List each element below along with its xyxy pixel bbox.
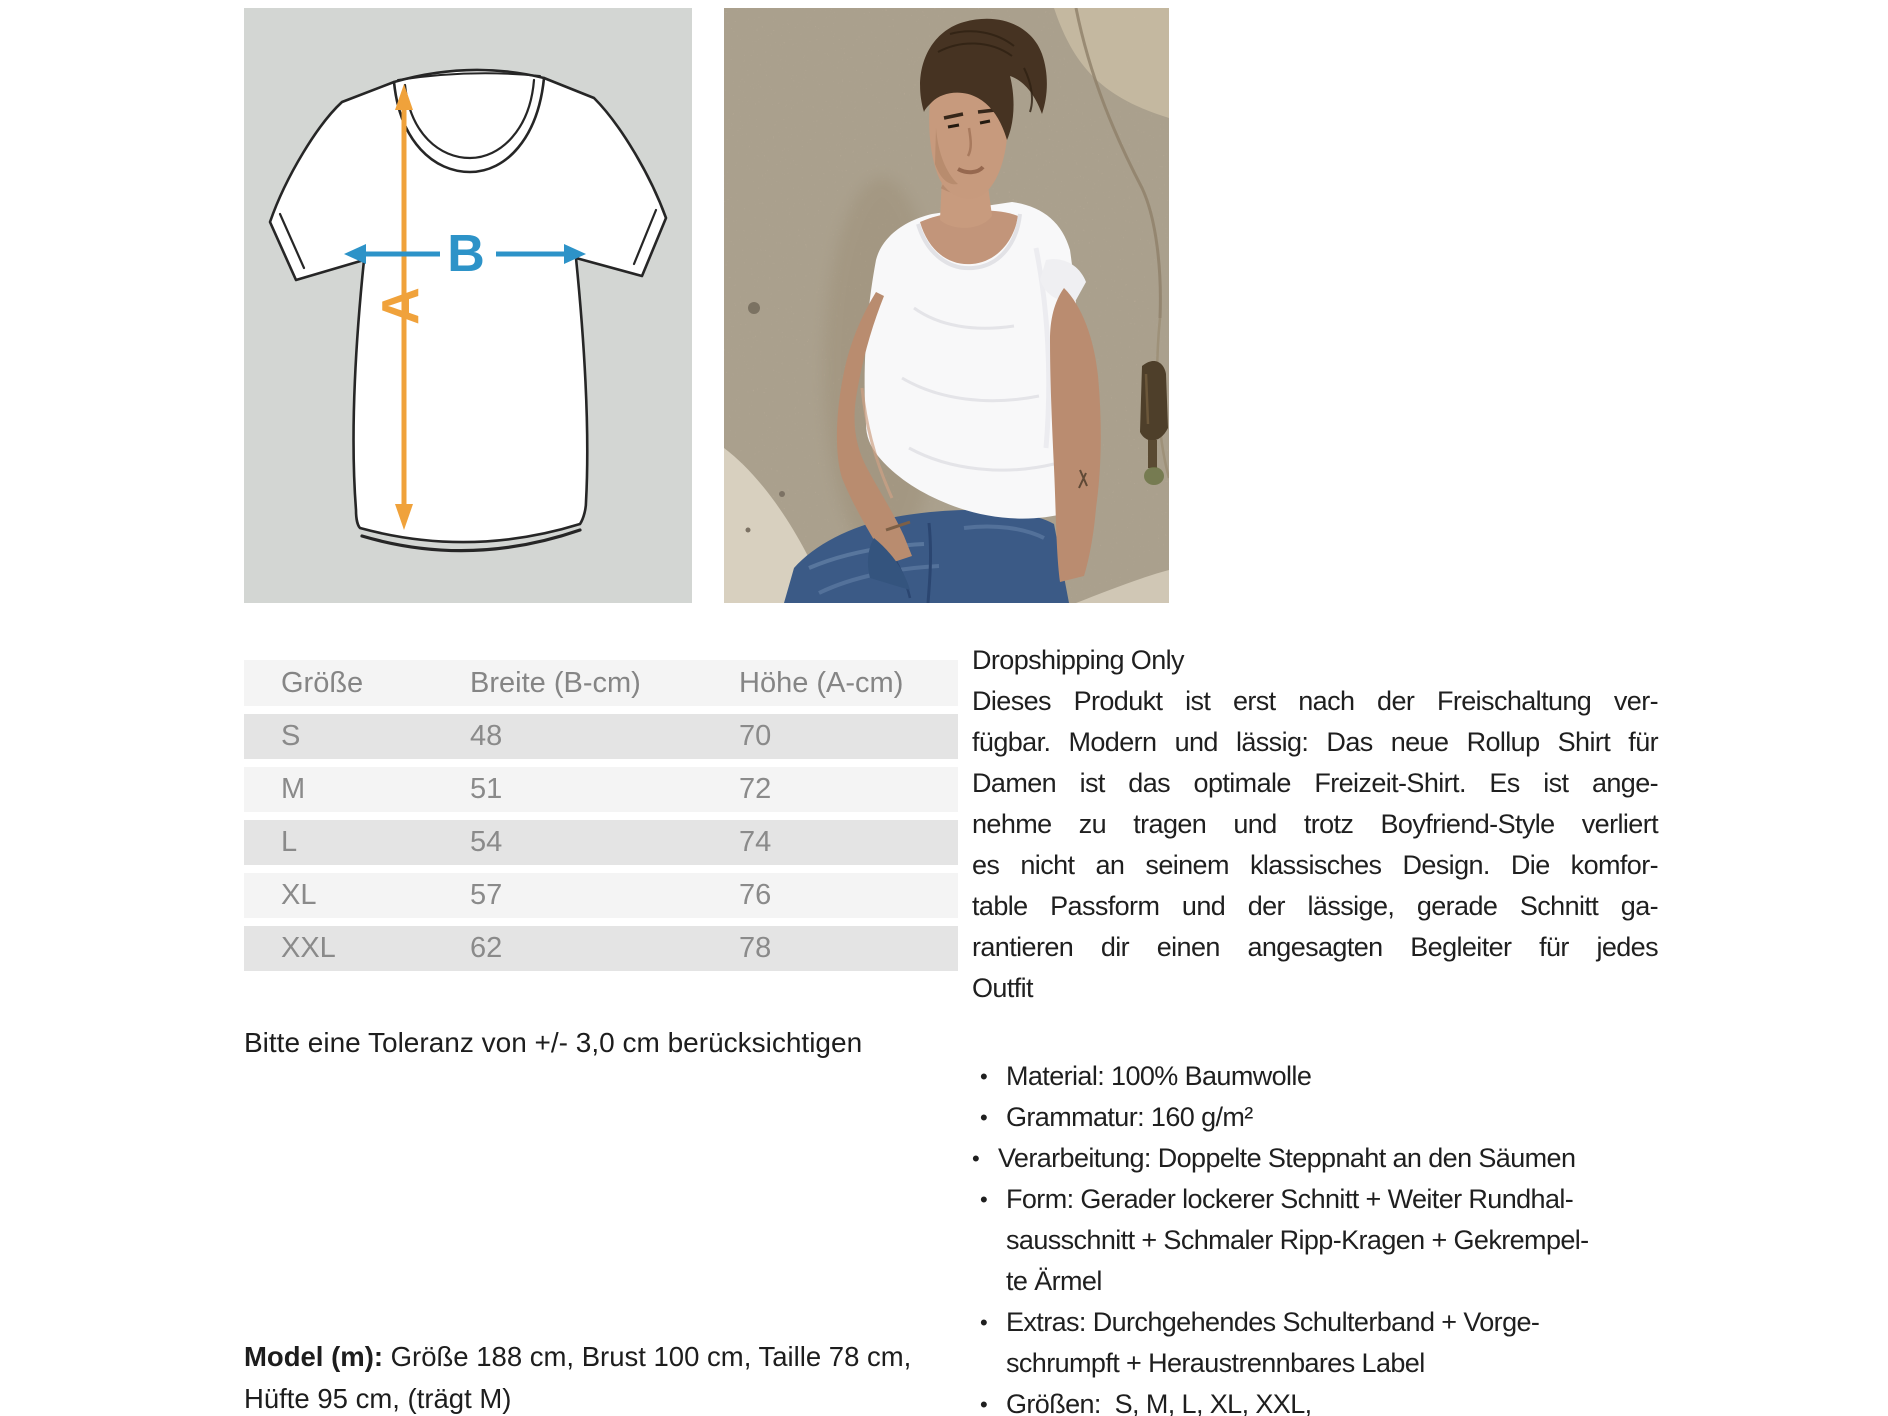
cell-size: XL bbox=[281, 879, 317, 911]
table-row bbox=[244, 714, 958, 759]
list-item-text: Extras: Durchgehendes Schulterband + Vorge- bbox=[1006, 1307, 1540, 1337]
paragraph-line: es nicht an seinem klassisches Design. Die komfor- bbox=[972, 850, 1658, 880]
bullet-icon: • bbox=[972, 1146, 980, 1171]
cell-height: 72 bbox=[739, 773, 772, 805]
list-item bbox=[972, 1220, 1658, 1261]
list-item bbox=[972, 1302, 1658, 1343]
cell-width: 62 bbox=[470, 932, 503, 964]
measure-label-a: A bbox=[372, 287, 430, 325]
size-table-header bbox=[244, 660, 958, 706]
size-diagram-svg bbox=[244, 8, 692, 603]
list-item-text: Grammatur: 160 g/m² bbox=[1006, 1102, 1253, 1132]
paragraph-line: Damen ist das optimale Freizeit-Shirt. Es ist ange- bbox=[972, 768, 1658, 798]
model-photo bbox=[724, 8, 1169, 603]
model-info-measurements: Größe 188 cm, Brust 100 cm, Taille 78 cm, bbox=[383, 1341, 912, 1372]
cell-width: 57 bbox=[470, 879, 503, 911]
description-paragraph bbox=[972, 681, 1658, 1009]
list-item-text: Material: 100% Baumwolle bbox=[1006, 1061, 1312, 1091]
size-table-header-cell: Höhe (A-cm) bbox=[739, 667, 904, 699]
paragraph-line: rantieren dir einen angesagten Begleiter für jedes bbox=[972, 932, 1658, 962]
model-info-line1 bbox=[244, 1336, 984, 1378]
cell-height: 70 bbox=[739, 720, 772, 752]
size-table-header-cell: Größe bbox=[281, 667, 364, 699]
model-info-label: Model (m): bbox=[244, 1341, 384, 1372]
model-info-line2: Hüfte 95 cm, (trägt M) bbox=[244, 1383, 512, 1414]
cell-size: XXL bbox=[281, 932, 336, 964]
product-description bbox=[972, 640, 1658, 1416]
paragraph-line: Outfit bbox=[972, 973, 1033, 1003]
description-title: Dropshipping Only bbox=[972, 645, 1184, 675]
description-bullet-list bbox=[972, 1056, 1658, 1416]
cell-height: 74 bbox=[739, 826, 772, 858]
bullet-icon: • bbox=[980, 1310, 988, 1335]
size-table-body bbox=[244, 714, 958, 971]
list-item bbox=[972, 1056, 1658, 1097]
cell-height: 78 bbox=[739, 932, 772, 964]
table-row bbox=[244, 873, 958, 918]
size-table-header-cell: Breite (B-cm) bbox=[470, 667, 641, 699]
measure-label-b: B bbox=[447, 225, 485, 283]
size-diagram-image bbox=[244, 8, 692, 603]
list-item bbox=[972, 1179, 1658, 1220]
paragraph-line: table Passform und der lässige, gerade Schnitt ga- bbox=[972, 891, 1658, 921]
list-item-text: Größen: S, M, L, XL, XXL, bbox=[1006, 1389, 1312, 1416]
cell-size: L bbox=[281, 826, 298, 858]
model-info bbox=[244, 1336, 984, 1416]
table-row bbox=[244, 926, 958, 971]
list-item-text: sausschnitt + Schmaler Ripp-Kragen + Gekrempel- bbox=[1006, 1225, 1589, 1255]
cell-width: 51 bbox=[470, 773, 503, 805]
size-table bbox=[244, 660, 958, 979]
list-item-text: te Ärmel bbox=[1006, 1266, 1102, 1296]
list-item bbox=[972, 1138, 1658, 1179]
bullet-icon: • bbox=[980, 1187, 988, 1212]
model-photo-svg bbox=[724, 8, 1169, 603]
table-row bbox=[244, 767, 958, 812]
list-item bbox=[972, 1343, 1658, 1384]
cell-size: S bbox=[281, 720, 301, 752]
paragraph-line: Dieses Produkt ist erst nach der Freischaltung ver- bbox=[972, 686, 1658, 716]
list-item-text: Form: Gerader lockerer Schnitt + Weiter Rundhal- bbox=[1006, 1184, 1574, 1214]
list-item bbox=[972, 1097, 1658, 1138]
paragraph-line: fügbar. Modern und lässig: Das neue Rollup Shirt für bbox=[972, 727, 1658, 757]
list-item bbox=[972, 1384, 1658, 1416]
tolerance-note: Bitte eine Toleranz von +/- 3,0 cm berücksichtigen bbox=[244, 1027, 863, 1058]
bullet-icon: • bbox=[980, 1064, 988, 1089]
cell-height: 76 bbox=[739, 879, 772, 911]
bullet-icon: • bbox=[980, 1105, 988, 1130]
bullet-icon: • bbox=[980, 1392, 988, 1416]
list-item-text: Verarbeitung: Doppelte Steppnaht an den Säumen bbox=[998, 1143, 1576, 1173]
table-row bbox=[244, 820, 958, 865]
cell-width: 54 bbox=[470, 826, 503, 858]
list-item bbox=[972, 1261, 1658, 1302]
cell-size: M bbox=[281, 773, 306, 805]
paragraph-line: nehme zu tragen und trotz Boyfriend-Style verliert bbox=[972, 809, 1658, 839]
list-item-text: schrumpft + Heraustrennbares Label bbox=[1006, 1348, 1425, 1378]
cell-width: 48 bbox=[470, 720, 503, 752]
